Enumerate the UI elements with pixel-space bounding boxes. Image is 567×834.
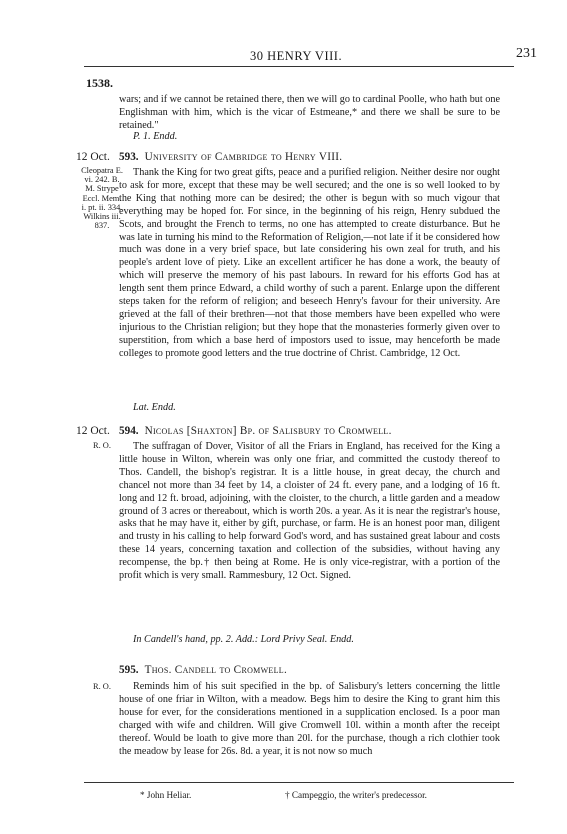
entry-594-body: The suffragan of Dover, Visitor of all the Friars in England, has received for the King a little house in Wilton, wherein was only one friar, and committed the custody thereof to Thos. Candell, the bishop's registrar. It is a little house, in great decay, the church and chancel not more than 34 feet by 14, a cloister of 24 ft. every pane, and a lodging of 16 ft. long and 12 ft. broad, adjoining, with the cloister, to the church, a little garden and a meadow ground of 3 acres or thereabout, which is worth 20s. a year. As it is near the registrar's house, asks that he may have it, either by gift, purchase, or farm. He is an honest poor man, diligent and trusty in his calling to help forward God's word, and has sustained great labour and costs these 14 years, concerning taxation and collection of the subsidies, without having any recompense, the bp.† then being at Rome. He is only vice-registrar, with a portion of the profit which is very small. Rammesbury, 12 Oct. Signed. xyxy=(119,441,500,582)
footnote-2: † Campeggio, the writer's predecessor. xyxy=(285,790,427,800)
entry-593-title: University of Cambridge to Henry VIII. xyxy=(144,151,343,163)
entry-594-number: 594. xyxy=(119,425,139,437)
entry-595-margin-ref: R. O. xyxy=(93,682,111,691)
entry-593-note: Lat. Endd. xyxy=(133,402,176,413)
continuation-note: P. 1. Endd. xyxy=(133,131,178,142)
entry-594-heading xyxy=(119,425,392,437)
running-header-title: 30 HENRY VIII. xyxy=(250,49,343,63)
entry-593-body: Thank the King for two great gifts, peace and a purified religion. Neither desire nor ought to ask for more, except that these may be well secured; and the one is so well looked to by the King that nothing more can be desired; the other is begun with so much vigour that everything may be hoped for. For since, in the beginning of his reign, Henry subdued the Scots, and brought the French to terms, no one has attempted to create disturbance. But he was late in turning his mind to the Reformation of Religion,—not late if it be considered how much was done in a very brief space, but late considering his own zeal for truth, and his people's ardent love of piety. Like an excellent artificer he has done a work, the beauty of which will preserve the memory of his past labours. In reward for his efforts God has at length sent them prince Edward, a child worthy of such a parent. Enlarge upon the different steps taken for the reform of religion; and beseech Henry's favour for their university. Are grieved at the fall of their brethren—not that those members have been expelled who were injurious to the Christian religion; but they hope that the monasteries formerly given over to superstition, from which a base herd of impostors used to issue, may henceforth be made colleges to promote good letters and the true doctrine of Christ. Cambridge, 12 Oct. xyxy=(119,167,500,359)
header-rule xyxy=(84,66,514,67)
page-number: 231 xyxy=(516,46,537,61)
entry-595-title: Thos. Candell to Cromwell. xyxy=(144,664,288,676)
entry-594-note: In Candell's hand, pp. 2. Add.: Lord Privy Seal. Endd. xyxy=(133,634,354,645)
entry-593-margin-ref: Cleopatra E. vi. 242. B. M. Strype Eccl. Mem. i. pt. ii. 334. Wilkins iii. 837. xyxy=(81,166,123,231)
entry-593-number: 593. xyxy=(119,151,139,163)
entry-595-body: Reminds him of his suit specified in the bp. of Salisbury's letters concerning the little house of one friar in Wilton, with a meadow. Begs him to desire the King to grant him this house for ever, for the considerations mentioned in a supplication enclosed. Is a poor man charged with wife and children. Will give Cromwell 10l. within a month after the receipt thereof. Would be loath to give more than 20l. for the purchase, though a rich clothier took the meadow by lease for 26s. 8d. a year, it is not now so much xyxy=(119,681,500,757)
footnote-rule xyxy=(84,782,514,783)
continuation-text: wars; and if we cannot be retained there, then we will go to cardinal Poolle, who hath but one Englishman with him, which is the vicar of Estmeane,* and there we shall be sure to be retained." xyxy=(119,94,500,131)
entry-593-heading xyxy=(119,151,342,163)
entry-593-date: 12 Oct. xyxy=(76,151,110,163)
footnote-1: * John Heliar. xyxy=(140,790,192,800)
entry-594-margin-ref: R. O. xyxy=(93,441,111,450)
entry-595-number: 595. xyxy=(119,664,139,676)
entry-594-title: Nicolas [Shaxton] Bp. of Salisbury to Cromwell. xyxy=(144,425,392,437)
year-label: 1538. xyxy=(86,76,113,90)
entry-594-date: 12 Oct. xyxy=(76,425,110,437)
entry-595-heading xyxy=(119,664,287,676)
